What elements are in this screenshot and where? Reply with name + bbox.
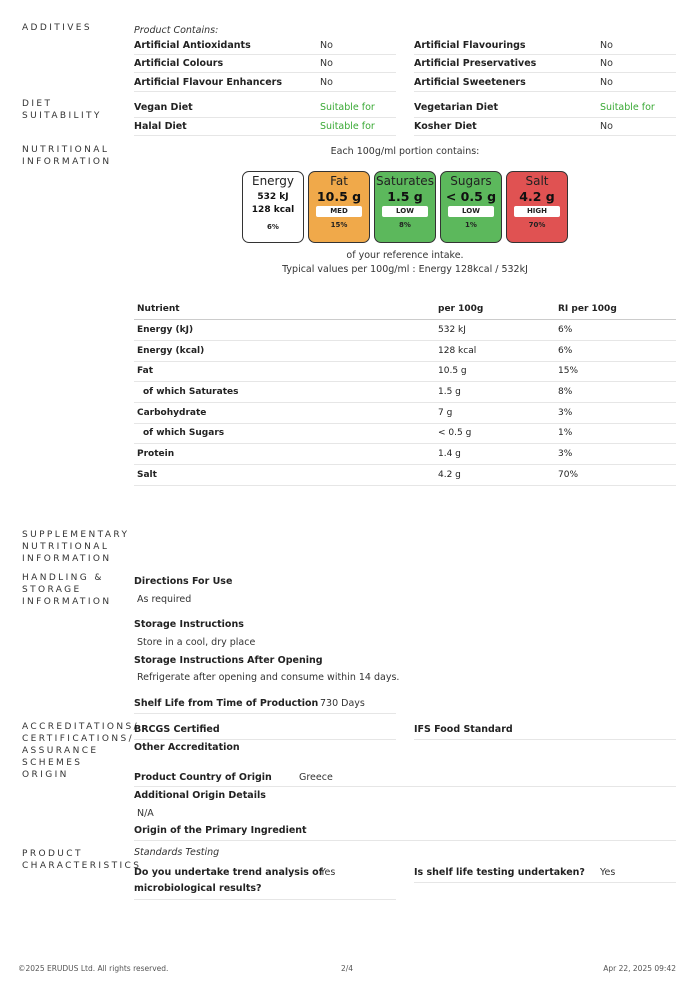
per-100g-value: 4.2 g: [438, 470, 461, 480]
diet-label: Vegan Diet: [134, 102, 193, 113]
table-row: [134, 403, 676, 424]
section-label-product: [22, 848, 141, 872]
light-title: Salt: [525, 174, 549, 188]
light-pct: 1%: [465, 221, 477, 229]
ri-value: 70%: [558, 470, 579, 480]
section-label-line: NUTRITIONAL: [22, 542, 110, 552]
storage-value: Store in a cool, dry place: [137, 637, 256, 648]
section-label-line: PRODUCT: [22, 849, 83, 859]
additive-label: Artificial Preservatives: [414, 58, 537, 69]
diet-value: No: [600, 121, 613, 132]
shelf-life-testing-value: Yes: [600, 867, 616, 878]
divider: [134, 54, 396, 55]
nutrient-name: of which Saturates: [143, 387, 239, 397]
brcgs-label: BRCGS Certified: [134, 724, 220, 735]
section-label-line: DIET: [22, 99, 53, 109]
diet-label: Kosher Diet: [414, 121, 477, 132]
additional-origin-value: N/A: [137, 808, 154, 819]
ri-value: 6%: [558, 346, 573, 356]
light-level-badge: LOW: [448, 206, 494, 217]
section-label-line: ADDITIVES: [22, 23, 92, 33]
divider: [134, 713, 396, 714]
additive-value: No: [320, 58, 333, 69]
country-origin-value: Greece: [299, 772, 333, 783]
section-label-additives: [22, 22, 92, 34]
section-label-line: CERTIFICATIONS/: [22, 734, 135, 744]
section-label-line: SUPPLEMENTARY: [22, 530, 130, 540]
shelf-life-label: Shelf Life from Time of Production: [134, 698, 319, 709]
diet-label: Halal Diet: [134, 121, 187, 132]
section-label-handling: [22, 572, 112, 608]
table-row: [134, 465, 676, 486]
additive-value: No: [600, 77, 613, 88]
diet-value: Suitable for: [600, 102, 655, 113]
section-label-diet: [22, 98, 102, 122]
column-header: per 100g: [438, 304, 484, 314]
divider: [134, 899, 396, 900]
nutrient-name: Protein: [137, 449, 175, 459]
energy-kj: 532 kJ: [257, 192, 289, 202]
additive-label: Artificial Sweeteners: [414, 77, 526, 88]
additive-label: Artificial Colours: [134, 58, 224, 69]
section-label-line: HANDLING &: [22, 573, 104, 583]
per-100g-value: 128 kcal: [438, 346, 477, 356]
divider: [414, 72, 676, 73]
country-origin-label: Product Country of Origin: [134, 772, 272, 783]
table-row: [134, 382, 676, 403]
nutrition-table-header: [134, 299, 676, 320]
typical-values-text: Typical values per 100g/ml : Energy 128kcal / 532kJ: [282, 264, 528, 275]
nutrient-name: of which Sugars: [143, 428, 225, 438]
sugars-light: [440, 171, 502, 243]
additive-value: No: [320, 77, 333, 88]
divider: [414, 882, 676, 883]
diet-label: Vegetarian Diet: [414, 102, 499, 113]
section-label-line: INFORMATION: [22, 554, 112, 564]
section-label-line: INFORMATION: [22, 597, 112, 607]
additive-label: Artificial Flavour Enhancers: [134, 77, 282, 88]
ri-value: 1%: [558, 428, 573, 438]
nutrient-name: Fat: [137, 366, 153, 376]
light-title: Sugars: [450, 174, 492, 188]
product-contains-heading: Product Contains:: [134, 25, 219, 36]
section-label-line: STORAGE: [22, 585, 82, 595]
footer-copyright: ©2025 ERUDUS Ltd. All rights reserved.: [18, 964, 169, 973]
light-value: 4.2 g: [519, 189, 555, 204]
shelf-life-testing-label: Is shelf life testing undertaken?: [414, 867, 585, 878]
section-label-line: CHARACTERISTICS: [22, 861, 142, 871]
standards-testing-heading: Standards Testing: [134, 847, 220, 858]
portion-text: Each 100g/ml portion contains:: [330, 146, 480, 157]
light-pct: 15%: [330, 221, 348, 229]
section-label-line: ORIGIN: [22, 770, 69, 780]
energy-kcal: 128 kcal: [251, 205, 295, 215]
divider: [414, 91, 676, 92]
additive-label: Artificial Flavourings: [414, 40, 526, 51]
divider: [414, 54, 676, 55]
trend-analysis-label-line: microbiological results?: [134, 883, 262, 894]
section-label-accreditations: [22, 721, 139, 781]
light-title: Fat: [330, 174, 348, 188]
saturates-light: [374, 171, 436, 243]
light-value: < 0.5 g: [445, 189, 497, 204]
other-accreditation-label: Other Accreditation: [134, 742, 240, 753]
after-opening-value: Refrigerate after opening and consume within 14 days.: [137, 672, 400, 683]
additive-value: No: [600, 40, 613, 51]
per-100g-value: < 0.5 g: [438, 428, 472, 438]
nutrient-name: Energy (kJ): [137, 325, 194, 335]
divider: [134, 840, 676, 841]
ifs-label: IFS Food Standard: [414, 724, 513, 735]
divider: [134, 72, 396, 73]
per-100g-value: 532 kJ: [438, 325, 466, 335]
energy-light: [242, 171, 304, 243]
additional-origin-label: Additional Origin Details: [134, 790, 266, 801]
ri-value: 3%: [558, 408, 573, 418]
ri-value: 6%: [558, 325, 573, 335]
section-label-supplementary: [22, 529, 129, 565]
footer-date: Apr 22, 2025 09:42: [603, 964, 676, 973]
column-header: RI per 100g: [558, 304, 617, 314]
section-label-line: NUTRITIONAL: [22, 145, 110, 155]
divider: [134, 739, 396, 740]
per-100g-value: 1.4 g: [438, 449, 461, 459]
ri-value: 15%: [558, 366, 579, 376]
after-opening-label: Storage Instructions After Opening: [134, 655, 323, 666]
table-row: [134, 444, 676, 465]
per-100g-value: 1.5 g: [438, 387, 461, 397]
divider: [134, 786, 676, 787]
column-header: Nutrient: [137, 304, 180, 314]
trend-analysis-value: Yes: [320, 867, 336, 878]
trend-analysis-label-line: Do you undertake trend analysis of: [134, 867, 323, 878]
additive-label: Artificial Antioxidants: [134, 40, 251, 51]
diet-value: Suitable for: [320, 102, 375, 113]
section-label-line: SUITABILITY: [22, 111, 102, 121]
light-value: 1.5 g: [387, 189, 423, 204]
ri-value: 8%: [558, 387, 573, 397]
energy-title: Energy: [251, 174, 294, 188]
directions-value: As required: [137, 594, 192, 605]
ri-text: of your reference intake.: [346, 250, 464, 261]
table-row: [134, 320, 676, 341]
shelf-life-value: 730 Days: [320, 698, 365, 709]
section-label-nutritional: [22, 144, 112, 168]
divider: [414, 739, 676, 740]
nutrient-name: Carbohydrate: [137, 408, 207, 418]
light-level-badge: LOW: [382, 206, 428, 217]
light-level-badge: HIGH: [514, 206, 560, 217]
storage-label: Storage Instructions: [134, 619, 244, 630]
salt-light: [506, 171, 568, 243]
divider: [134, 135, 396, 136]
fat-light: [308, 171, 370, 243]
energy-pct: 6%: [267, 223, 279, 231]
nutrient-name: Salt: [137, 470, 157, 480]
light-pct: 70%: [528, 221, 546, 229]
per-100g-value: 10.5 g: [438, 366, 467, 376]
section-label-line: SCHEMES: [22, 758, 83, 768]
section-label-line: INFORMATION: [22, 157, 112, 167]
per-100g-value: 7 g: [438, 408, 453, 418]
diet-value: Suitable for: [320, 121, 375, 132]
light-value: 10.5 g: [316, 189, 362, 204]
additive-value: No: [600, 58, 613, 69]
divider: [134, 91, 396, 92]
table-row: [134, 361, 676, 382]
directions-label: Directions For Use: [134, 576, 233, 587]
ri-value: 3%: [558, 449, 573, 459]
light-level-badge: MED: [316, 206, 362, 217]
trend-analysis-label: [134, 867, 323, 894]
divider: [414, 135, 676, 136]
nutrient-name: Energy (kcal): [137, 346, 205, 356]
additive-value: No: [320, 40, 333, 51]
light-pct: 8%: [399, 221, 411, 229]
primary-ingredient-label: Origin of the Primary Ingredient: [134, 825, 307, 836]
section-label-line: ACCREDITATIONS/: [22, 722, 140, 732]
footer-page-number: 2/4: [341, 964, 354, 973]
divider: [134, 117, 396, 118]
section-label-line: ASSURANCE: [22, 746, 99, 756]
light-title: Saturates: [376, 174, 434, 188]
table-row: [134, 423, 676, 444]
table-row: [134, 341, 676, 362]
divider: [414, 117, 676, 118]
